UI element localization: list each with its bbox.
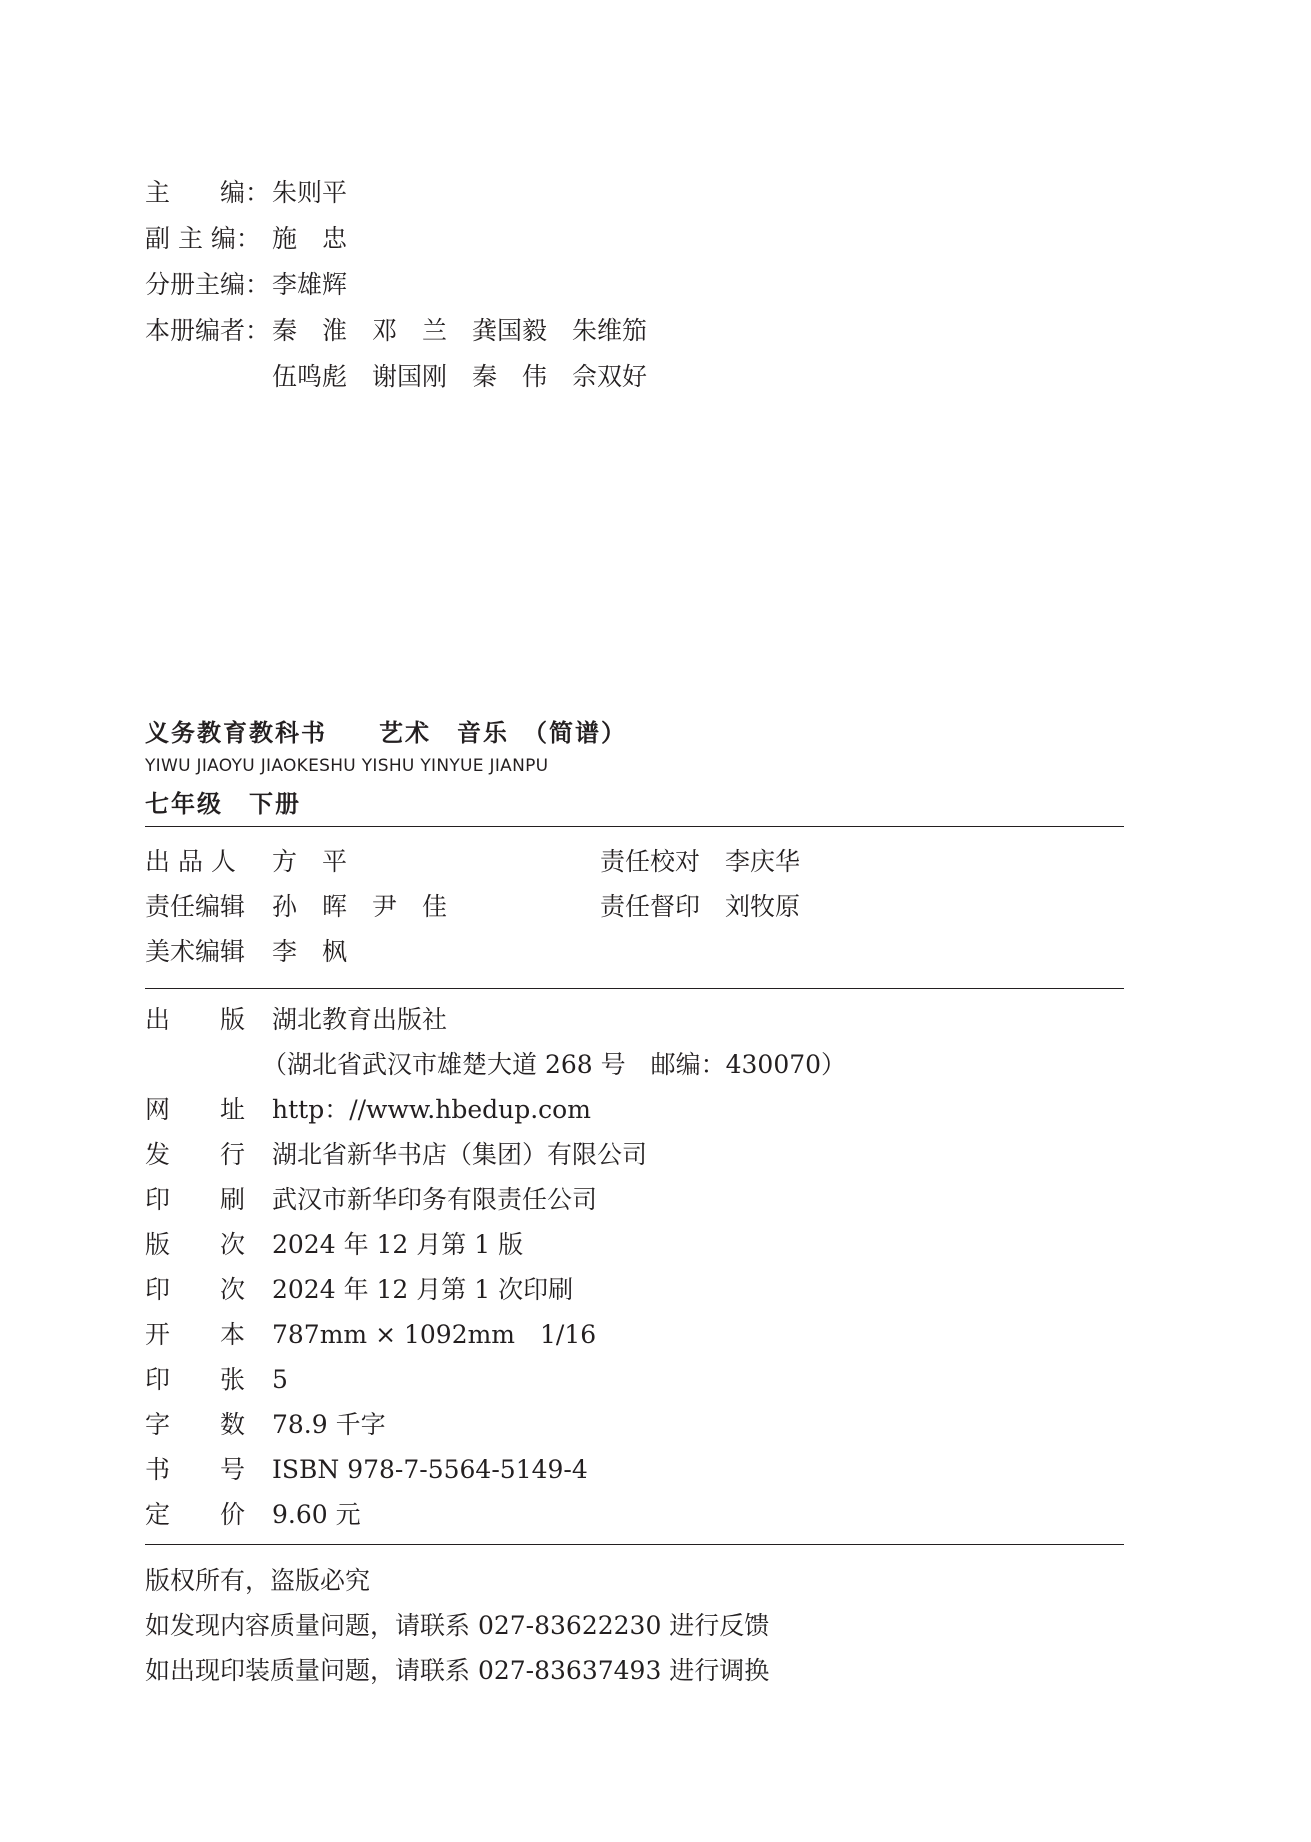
publisher-label: 出 品 人 bbox=[145, 847, 236, 876]
volume-editors-line2: 伍鸣彪 谢国刚 秦 伟 佘双好 bbox=[272, 362, 648, 391]
divider-top bbox=[145, 826, 1124, 827]
isbn-value: ISBN 978-7-5564-5149-4 bbox=[272, 1455, 588, 1484]
publisher-value: 方 平 bbox=[272, 847, 348, 876]
format-value: 787mm × 1092mm 1/16 bbox=[272, 1320, 597, 1349]
distributor-value: 湖北省新华书店（集团）有限公司 bbox=[272, 1140, 648, 1169]
edition-value: 2024 年 12 月第 1 版 bbox=[272, 1230, 524, 1259]
info-row-label: 定 价 bbox=[145, 1500, 246, 1529]
price-value: 9.60 元 bbox=[272, 1500, 361, 1529]
divider-middle bbox=[145, 988, 1124, 989]
chief-editor-label: 主 编： bbox=[145, 178, 271, 207]
deputy-editor-value: 施 忠 bbox=[272, 224, 348, 253]
editor-value: 孙 晖 尹 佳 bbox=[272, 892, 448, 921]
volume-editors-label: 本册编者： bbox=[145, 316, 271, 345]
book-title: 义务教育教科书 艺术 音乐 （简谱） bbox=[145, 719, 627, 747]
info-row-label: 印 张 bbox=[145, 1365, 246, 1394]
print-supervisor-label: 责任督印 bbox=[600, 892, 701, 921]
print-exchange-notice: 如出现印装质量问题，请联系 027-83637493 进行调换 bbox=[145, 1656, 770, 1685]
volume-editors-line1: 秦 淮 邓 兰 龚国毅 朱维笳 bbox=[272, 316, 648, 345]
art-editor-value: 李 枫 bbox=[272, 937, 348, 966]
info-row-label: 发 行 bbox=[145, 1140, 246, 1169]
volume-chief-value: 李雄辉 bbox=[272, 270, 348, 299]
print-supervisor-value: 刘牧原 bbox=[725, 892, 801, 921]
printer-value: 武汉市新华印务有限责任公司 bbox=[272, 1185, 598, 1214]
content-feedback-notice: 如发现内容质量问题，请联系 027-83622230 进行反馈 bbox=[145, 1611, 770, 1640]
press-label: 出 版 bbox=[145, 1005, 246, 1034]
deputy-editor-label: 副 主 编： bbox=[145, 224, 261, 253]
copyright-notice: 版权所有，盗版必究 bbox=[145, 1566, 371, 1595]
chief-editor-value: 朱则平 bbox=[272, 178, 348, 207]
info-row-label: 版 次 bbox=[145, 1230, 246, 1259]
press-value: 湖北教育出版社 bbox=[272, 1005, 448, 1034]
divider-bottom bbox=[145, 1544, 1124, 1545]
website-value: http：//www.hbedup.com bbox=[272, 1095, 591, 1124]
info-row-label: 印 刷 bbox=[145, 1185, 246, 1214]
info-row-label: 书 号 bbox=[145, 1455, 246, 1484]
info-row-label: 印 次 bbox=[145, 1275, 246, 1304]
word-count-value: 78.9 千字 bbox=[272, 1410, 386, 1439]
book-grade: 七年级 下册 bbox=[145, 790, 301, 818]
sheets-value: 5 bbox=[272, 1365, 288, 1394]
press-address: （湖北省武汉市雄楚大道 268 号 邮编：430070） bbox=[262, 1050, 847, 1079]
proofreader-label: 责任校对 bbox=[600, 847, 701, 876]
proofreader-value: 李庆华 bbox=[725, 847, 801, 876]
book-pinyin: YIWU JIAOYU JIAOKESHU YISHU YINYUE JIANPU bbox=[145, 756, 549, 776]
info-row-label: 开 本 bbox=[145, 1320, 246, 1349]
editor-label: 责任编辑 bbox=[145, 892, 246, 921]
info-row-label: 网 址 bbox=[145, 1095, 246, 1124]
art-editor-label: 美术编辑 bbox=[145, 937, 246, 966]
printing-value: 2024 年 12 月第 1 次印刷 bbox=[272, 1275, 574, 1304]
volume-chief-label: 分册主编： bbox=[145, 270, 271, 299]
info-row-label: 字 数 bbox=[145, 1410, 246, 1439]
